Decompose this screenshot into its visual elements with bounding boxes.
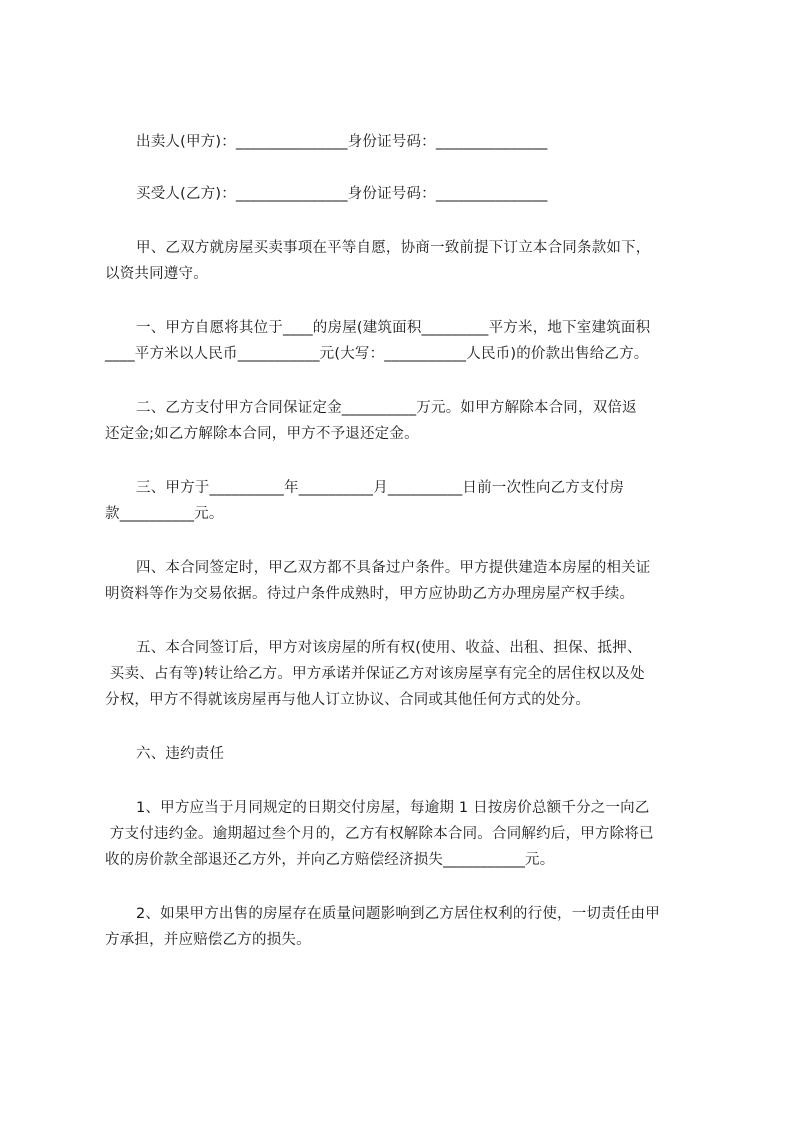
clause2-line-2: 还定金;如乙方解除本合同，甲方不予退还定金。 bbox=[105, 426, 419, 442]
clause5-line-3: 分权，甲方不得就该房屋再与他人订立协议、合同或其他任何方式的处分。 bbox=[105, 692, 591, 708]
clause6-item2-line-2: 方承担，并应赔偿乙方的损失。 bbox=[105, 932, 311, 948]
clause6-item1-line-2: 方支付违约金。逾期超过叁个月的，乙方有权解除本合同。合同解约后，甲方除将已 bbox=[105, 826, 654, 842]
clause1-line-1: 一、甲方自愿将其位于____的房屋(建筑面积_________平方米，地下室建筑面积 bbox=[136, 320, 651, 336]
clause4-line-2: 明资料等作为交易依据。待过户条件成熟时，甲方应协助乙方办理房屋产权手续。 bbox=[105, 586, 635, 602]
clause3-line-1: 三、甲方于__________年__________月__________日前一次性向乙方支付房 bbox=[136, 480, 625, 496]
seller-line: 出卖人(甲方)：_______________身份证号码：_______________ bbox=[136, 134, 548, 150]
clause6-item2-line-1: 2、如果甲方出售的房屋存在质量问题影响到乙方居住权利的行使，一切责任由甲 bbox=[136, 906, 660, 922]
clause1-line-2: ____平方米以人民币___________元(大写：___________人民币)的价款出售给乙方。 bbox=[105, 346, 649, 362]
clause5-line-1: 五、本合同签订后，甲方对该房屋的所有权(使用、收益、出租、担保、抵押、 bbox=[136, 640, 642, 656]
clause3-line-2: 款__________元。 bbox=[105, 506, 224, 522]
clause6-item1-line-3: 收的房价款全部退还乙方外，并向乙方赔偿经济损失___________元。 bbox=[105, 852, 555, 868]
preamble-line-2: 以资共同遵守。 bbox=[105, 266, 208, 282]
clause2-line-1: 二、乙方支付甲方合同保证定金__________万元。如甲方解除本合同，双倍返 bbox=[136, 400, 637, 416]
clause6-item1-line-1: 1、甲方应当于月同规定的日期交付房屋，每逾期 1 日按房价总额千分之一向乙 bbox=[136, 800, 650, 816]
clause4-line-1: 四、本合同签定时，甲乙双方都不具备过户条件。甲方提供建造本房屋的相关证 bbox=[136, 560, 651, 576]
clause6-title: 六、违约责任 bbox=[136, 746, 225, 762]
buyer-line: 买受人(乙方)：_______________身份证号码：_______________ bbox=[136, 186, 548, 202]
preamble-line-1: 甲、乙双方就房屋买卖事项在平等自愿，协商一致前提下订立本合同条款如下， bbox=[136, 240, 651, 256]
clause5-line-2: 买卖、占有等)转让给乙方。甲方承诺并保证乙方对该房屋享有完全的居住权以及处 bbox=[105, 666, 645, 682]
